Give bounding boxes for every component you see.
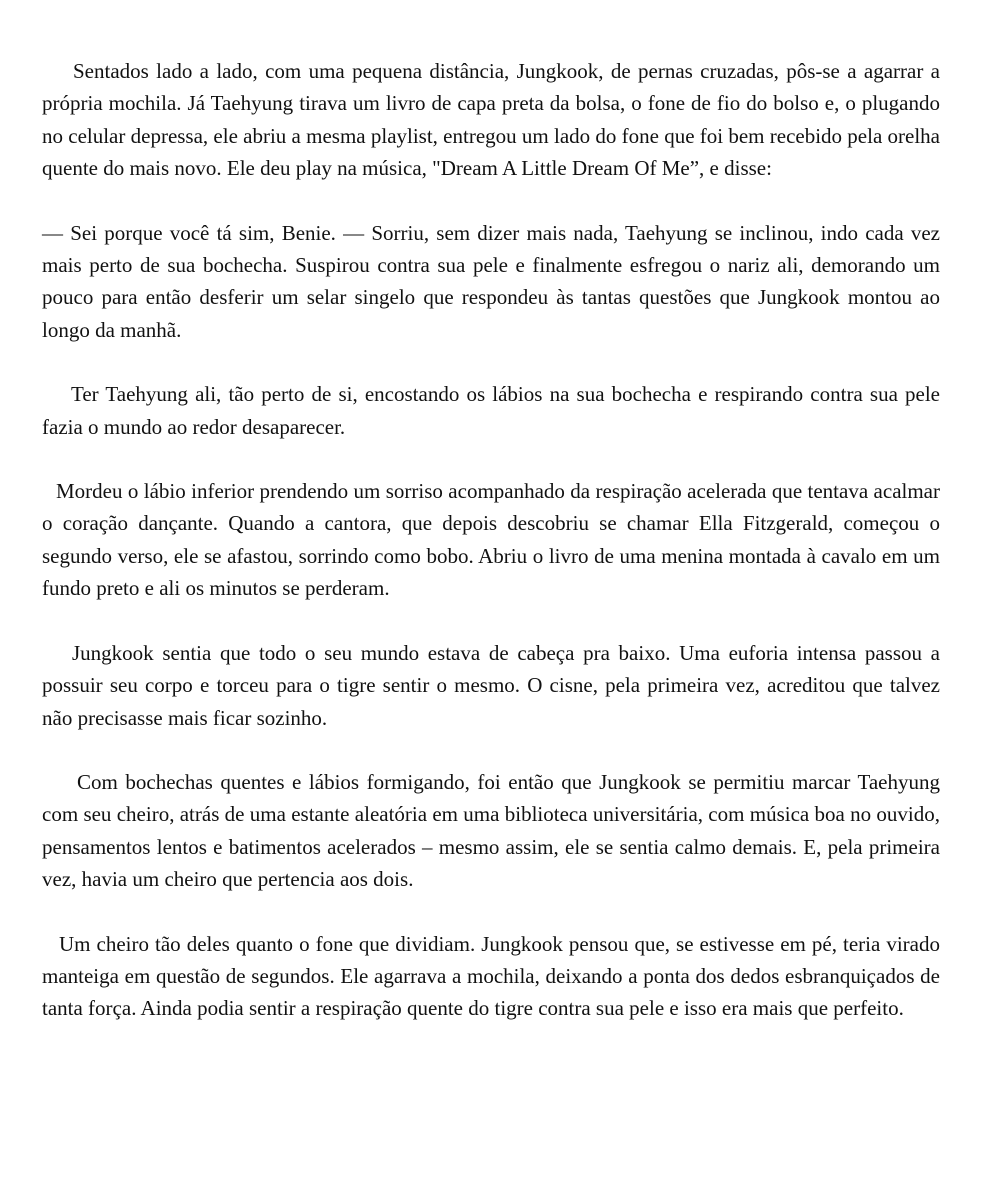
paragraph-4: Mordeu o lábio inferior prendendo um sorriso acompanhado da respiração acelerada que tentava acalmar o coração dançante. Quando a cantora, que depois descobriu se chamar Ella Fitzgerald, começou o segundo verso, ele se afastou, sorrindo como bobo. Abriu o livro de uma menina montada à cavalo em um fundo preto e ali os minutos se perderam.: [42, 479, 940, 601]
paragraph-6: Com bochechas quentes e lábios formigando, foi então que Jungkook se permitiu marcar Taehyung com seu cheiro, atrás de uma estante aleatória em uma biblioteca universitária, com música boa no ouvido, pensamentos lentos e batimentos acelerados – mesmo assim, ele se sentia calmo demais. E, pela primeira vez, havia um cheiro que pertencia aos dois.: [42, 769, 940, 892]
paragraph-5: Jungkook sentia que todo o seu mundo estava de cabeça pra baixo. Uma euforia intensa passou a possuir seu corpo e torceu para o tigre sentir o mesmo. O cisne, pela primeira vez, acreditou que talvez não precisasse mais ficar sozinho.: [42, 640, 940, 730]
paragraph-2: — Sei porque você tá sim, Benie. — Sorriu, sem dizer mais nada, Taehyung se inclinou, indo cada vez mais perto de sua bochecha. Suspirou contra sua pele e finalmente esfregou o nariz ali, demorando um pouco para então desferir um selar singelo que respondeu às tantas questões que Jungkook montou ao longo da manhã.: [42, 220, 940, 342]
document-page: [42, 55, 940, 1025]
paragraph-7: Um cheiro tão deles quanto o fone que dividiam. Jungkook pensou que, se estivesse em pé, teria virado manteiga em questão de segundos. Ele agarrava a mochila, deixando a ponta dos dedos esbranquiçados de tanta força. Ainda podia sentir a respiração quente do tigre contra sua pele e isso era mais que perfeito.: [42, 931, 940, 1021]
paragraph-1: Sentados lado a lado, com uma pequena distância, Jungkook, de pernas cruzadas, pôs-se a agarrar a própria mochila. Já Taehyung tirava um livro de capa preta da bolsa, o fone de fio do bolso e, o plugando no celular depressa, ele abriu a mesma playlist, entregou um lado do fone que foi bem recebido pela orelha quente do mais novo. Ele deu play na música, "Dream A Little Dream Of Me”, e disse:: [42, 59, 940, 181]
paragraph-3: Ter Taehyung ali, tão perto de si, encostando os lábios na sua bochecha e respirando contra sua pele fazia o mundo ao redor desaparecer.: [42, 382, 940, 439]
